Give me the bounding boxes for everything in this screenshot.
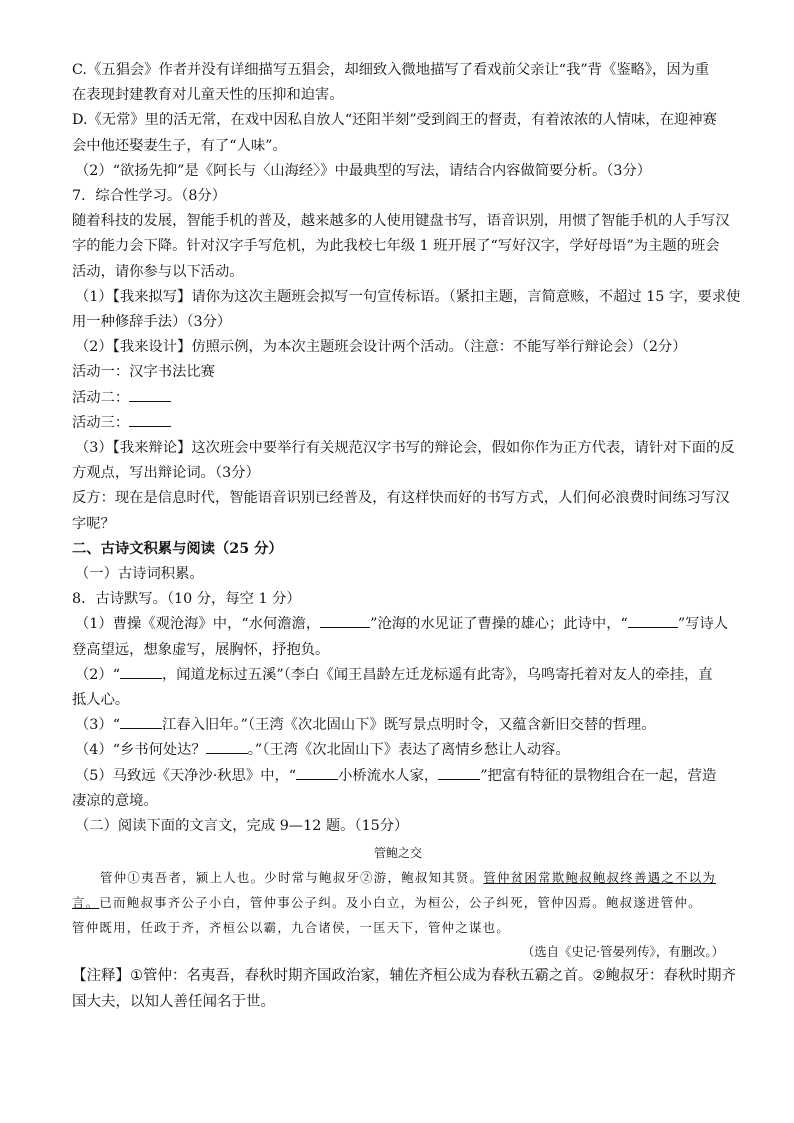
q8-2-text-a: （2）“ [75, 666, 120, 683]
question-7-1-line-2: 用一种修辞手法）（3分） [72, 314, 232, 331]
q8-2-text-b: ，闻道龙标过五溪”（李白《闻王昌龄左迁龙标遥有此寄》，乌鸣寄托着对友人的牵挂，直 [162, 666, 713, 683]
question-7-3-line-1: （3）【我来辩论】这次班会中要举行有关规范汉字书写的辩论会，假如你作为正方代表，请针对下面的反 [75, 440, 735, 457]
classical-text-2b: 已而鲍叔事齐公子小白，管仲事公子纠。及小白立，为桓公，公子纠死，管仲囚焉。鲍叔遂进管仲。 [99, 895, 702, 911]
question-8-2-line-2: 抵人心。 [72, 692, 130, 709]
activity-three [72, 411, 724, 436]
question-8-heading: 8．古诗默写。（10 分，每空 1 分） [72, 591, 301, 608]
q8-1-blank-1[interactable] [320, 613, 370, 628]
classical-text-title: 管鲍之交 [373, 846, 422, 861]
question-7-intro-1: 随着科技的发展，智能手机的普及，越来越多的人使用键盘书写，语音识别，用惯了智能手机的人手写汉 [72, 213, 730, 230]
q8-5-blank-2[interactable] [438, 765, 480, 780]
activity-one: 活动一：汉字书法比赛 [72, 364, 215, 381]
activity-two-blank[interactable] [129, 387, 171, 402]
activity-three-label: 活动三： [72, 414, 130, 431]
classical-text-line-3: 管仲既用，任政于齐，齐桓公以霸，九合诸侯，一匡天下，管仲之谋也。 [72, 920, 511, 936]
q8-1-blank-2[interactable] [628, 613, 678, 628]
annotation-text-1: ①管仲：名夷吾，春秋时期齐国政治家，辅佐齐桓公成为春秋五霸之首。②鲍叔牙：春秋时期齐 [130, 968, 736, 985]
activity-two [72, 386, 724, 411]
classical-underlined-1: 管仲贫困常欺鲍叔鲍叔终善遇之不以为 [483, 870, 717, 886]
question-7-heading: 7．综合性学习。（8分） [72, 188, 227, 205]
option-d-line-1: D.《无常》里的活无常，在戏中因私自放人“还阳半刻”受到阎王的督责，有着浓浓的人情味，在迎神赛 [72, 112, 717, 129]
q8-5-text-b: 小桥流水人家， [338, 767, 439, 784]
subsection-2-heading: （二）阅读下面的文言文，完成 9—12 题。（15分） [75, 818, 409, 835]
question-8-1-line-1 [72, 612, 729, 637]
activity-two-label: 活动二： [72, 389, 130, 406]
annotation-line-2: 国大夫，以知人善任闻名于世。 [72, 993, 275, 1010]
subsection-1-heading: （一）古诗词积累。 [75, 566, 204, 583]
opposing-view-line-1: 反方：现在是信息时代，智能语音识别已经普及，有这样快而好的书写方式，人们何必浪费时间练习写汉 [72, 490, 730, 507]
classical-text-1a: 管仲①夷吾者，颍上人也。少时常与鲍叔牙②游，鲍叔知其贤。 [100, 870, 484, 886]
q8-4-text-b: 。”（王湾《次北固山下》表达了离情乡愁让人动容。 [247, 742, 570, 759]
activity-three-blank[interactable] [129, 412, 171, 427]
annotation-label: 【注释】 [72, 968, 130, 985]
classical-underlined-2: 言。 [72, 895, 100, 911]
classical-text-line-1 [72, 865, 724, 890]
q8-5-blank-1[interactable] [296, 765, 338, 780]
section-2-heading: 二、古诗文积累与阅读（25 分） [72, 540, 283, 557]
option-c-line-2: 在表现封建教育对儿童天性的压抑和迫害。 [72, 87, 344, 104]
q8-1-text-b: ”沧海的水见证了曹操的雄心；此诗中，“ [370, 616, 628, 633]
question-7-3-line-2: 方观点，写出辩论词。（3分） [72, 465, 260, 482]
q8-3-text-b: 江春入旧年。”（王湾《次北固山下》既写景点明时令，又蕴含新旧交替的哲理。 [162, 717, 656, 734]
q8-2-blank[interactable] [120, 664, 162, 679]
classical-source: （选自《史记·管晏列传》，有删改。） [521, 944, 724, 960]
q8-5-text-a: （5）马致远《天净沙·秋思》中，“ [75, 767, 297, 784]
q8-4-text-a: （4）“乡书何处达？ [75, 742, 206, 759]
classical-text-line-2 [72, 890, 724, 915]
question-8-1-line-2: 登高望远，想象虚写，展胸怀，抒抱负。 [72, 641, 330, 658]
q8-4-blank[interactable] [206, 739, 248, 754]
question-8-5-line-2: 凄凉的意境。 [72, 792, 158, 809]
question-8-4 [72, 738, 724, 763]
option-d-line-2: 会中他还娶妻生子，有了“人味”。 [72, 137, 287, 154]
question-8-5-line-1 [72, 764, 724, 789]
option-c-line-1: C.《五猖会》作者并没有详细描写五猖会，却细致入微地描写了看戏前父亲让“我”背《鉴略》，因为重 [72, 62, 710, 78]
question-6-2: （2）“欲扬先抑”是《阿长与〈山海经〉》中最典型的写法，请结合内容做简要分析。（3分） [75, 162, 652, 179]
q8-1-text-c: ”写诗人 [677, 616, 729, 633]
q8-3-blank[interactable] [120, 714, 162, 729]
question-7-intro-3: 活动，请你参与以下活动。 [72, 263, 244, 280]
question-7-1-line-1: （1）【我来拟写】请你为这次主题班会拟写一句宣传标语。（紧扣主题，言简意赅，不超过 15 字，要求使 [75, 288, 741, 305]
opposing-view-line-2: 字呢？ [72, 515, 115, 532]
q8-5-text-c: ”把富有特征的景物组合在一起，营造 [480, 767, 717, 784]
question-7-intro-2: 字的能力会下降。针对汉字手写危机，为此我校七年级 1 班开展了“写好汉字，学好母语”为主题的班会 [72, 238, 720, 255]
q8-3-text-a: （3）“ [75, 717, 120, 734]
question-8-3 [72, 713, 724, 738]
q8-1-text-a: （1）曹操《观沧海》中，“水何澹澹， [75, 616, 321, 633]
annotation-line-1 [72, 964, 736, 990]
question-7-2: （2）【我来设计】仿照示例，为本次主题班会设计两个活动。（注意：不能写举行辩论会）（2分） [75, 339, 687, 356]
exam-page [72, 58, 741, 1015]
question-8-2-line-1 [72, 663, 724, 688]
